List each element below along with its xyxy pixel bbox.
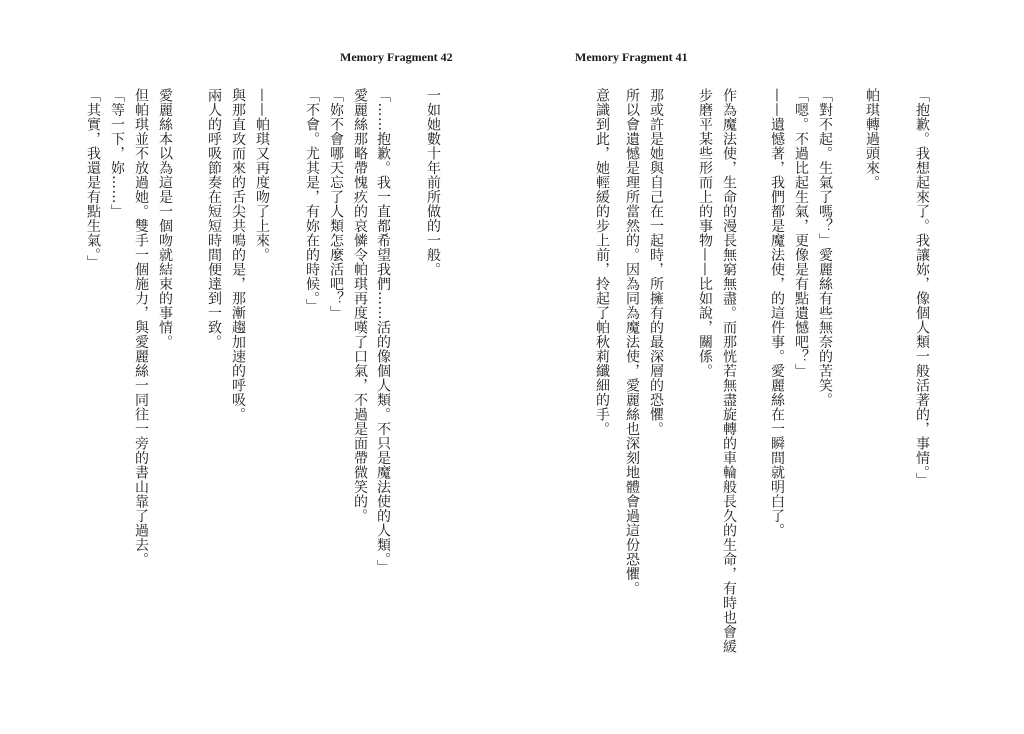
text-line: 帕琪轉過頭來。 (864, 88, 880, 190)
text-line: 「等一下，妳……」 (109, 88, 125, 219)
text-line: 「嗯。不過比起生氣，更像是有點遺憾吧？」 (793, 88, 809, 378)
text-line: 作為魔法使，生命的漫長無窮無盡。而那恍若無盡旋轉的車輪般長久的生命，有時也會緩 (721, 88, 737, 654)
page-header: Memory Fragment 41 (575, 50, 688, 64)
text-line: 步磨平某些形而上的事物——比如說，關係。 (697, 88, 713, 378)
text-line: 「妳不會哪天忘了人類怎麼活吧？」 (328, 88, 344, 320)
text-line: 與那直攻而來的舌尖共鳴的是，那漸趨加速的呼吸。 (230, 88, 246, 422)
text-line: 「對不起。生氣了嗎？」愛麗絲有些無奈的苦笑。 (817, 88, 833, 407)
text-line: 那或許是她與自己在一起時，所擁有的最深層的恐懼。 (648, 88, 664, 436)
text-line: 所以會遺憾是理所當然的。因為同為魔法使，愛麗絲也深刻地體會過這份恐懼。 (624, 88, 640, 596)
page-header: Memory Fragment 42 (340, 50, 453, 64)
text-line: ——遺憾著，我們都是魔法使，的這件事。愛麗絲在一瞬間就明白了。 (769, 88, 785, 538)
text-line: 「……抱歉。我一直都希望我們……活的像個人類。不只是魔法使的人類。」 (375, 88, 391, 574)
text-line: 「其實，我還是有點生氣。」 (85, 88, 101, 270)
text-line: 兩人的呼吸節奏在短短時間便達到一致。 (206, 88, 222, 349)
text-line: 「抱歉。我想起來了。我讓妳，像個人類一般活著的，事情。」 (914, 88, 930, 487)
text-line: 「不會。尤其是，有妳在的時候。」 (304, 88, 320, 313)
text-line: ——帕琪又再度吻了上來。 (254, 88, 270, 262)
text-line: 愛麗絲本以為這是一個吻就結束的事情。 (157, 88, 173, 349)
text-line: 意識到此，她輕緩的步上前，拎起了帕秋莉纖細的手。 (594, 88, 610, 436)
right-page (512, 0, 1024, 734)
text-line: 但帕琪並不放過她。雙手一個施力，與愛麗絲一同往一旁的書山靠了過去。 (133, 88, 149, 567)
text-line: 一如她數十年前所做的一般。 (425, 88, 441, 277)
text-line: 愛麗絲那略帶愧疚的哀憐令帕琪再度嘆了口氣，不過是面帶微笑的。 (352, 88, 368, 523)
